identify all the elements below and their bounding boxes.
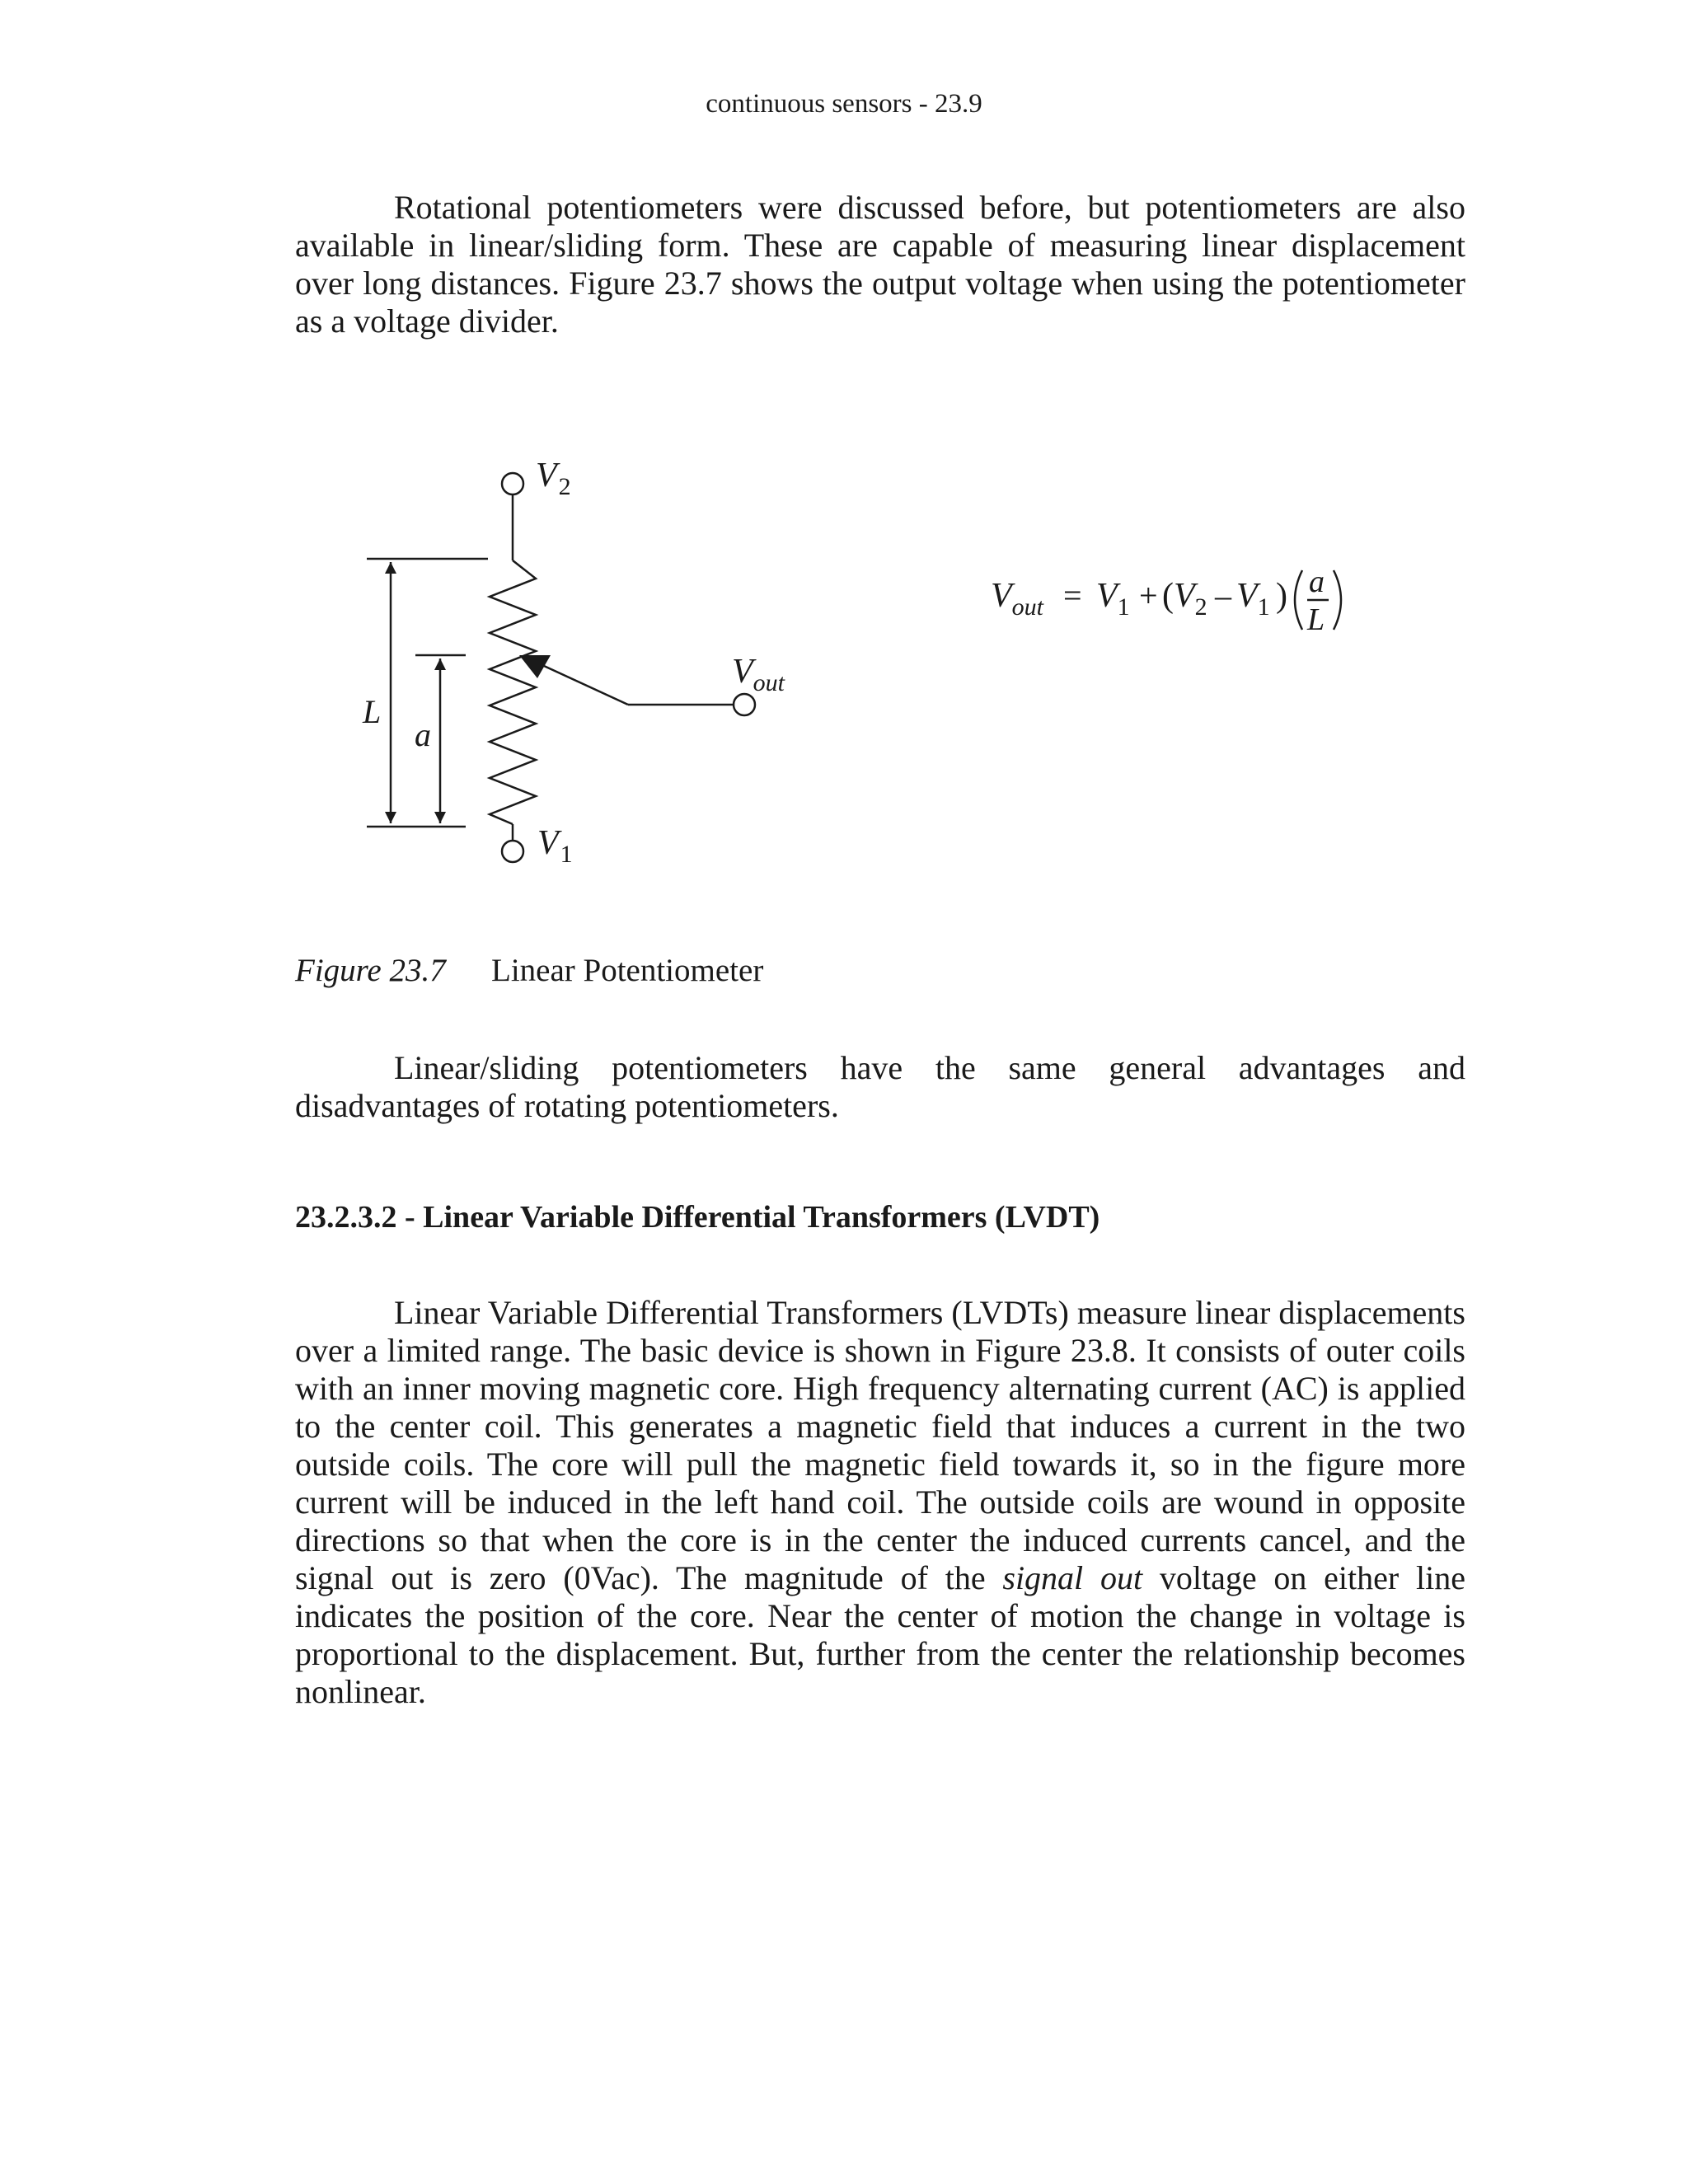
wiper-line <box>544 666 628 705</box>
after-figure-paragraph <box>295 1049 1465 1125</box>
signal-out-emphasis: signal out <box>1002 1559 1143 1596</box>
v1-terminal <box>502 841 523 862</box>
vout-terminal <box>734 694 755 715</box>
eq-term-v1: $V_1$ <box>1096 577 1130 621</box>
fraction-denominator: L <box>1307 602 1325 637</box>
figure-title: Linear Potentiometer <box>491 953 764 988</box>
eq-term-v1b: $V_1$ <box>1236 577 1270 621</box>
after-figure-paragraph-text: Linear/sliding potentiometers have the same general advantages and disadvantages of rotating potentiometers. <box>295 1049 1465 1124</box>
lvdt-text-before: Linear Variable Differential Transformers (LVDTs) measure linear displacements over a limited range. The basic device is shown in Figure 23.8. It consists of outer coils with an inner moving magnetic core. High frequency alternating current (AC) is applied to the center coil. This generates a magnetic field that induces a current in the two outside coils. The core will pull the magnetic field towards it, so in the figure more current will be induced in the left hand coil. The outside coils are wound in opposite directions so that when the core is in the center the induced currents cancel, and the signal out is zero (0Vac). The magnitude of the <box>295 1294 1465 1596</box>
v1-label: $V_1$ <box>537 824 573 868</box>
eq-minus: – <box>1215 577 1231 614</box>
vout-label: $V_{out}$ <box>732 653 785 696</box>
a-label: a <box>415 716 431 753</box>
resistor-zigzag <box>490 560 536 824</box>
linear-potentiometer-diagram <box>0 0 1688 948</box>
page-header: continuous sensors - 23.9 <box>706 89 982 119</box>
fraction-numerator: a <box>1309 565 1325 599</box>
eq-equals: = <box>1063 577 1082 614</box>
lvdt-paragraph <box>295 1294 1465 1711</box>
eq-open-paren: ( <box>1162 577 1174 615</box>
figure-number: Figure 23.7 <box>295 953 446 988</box>
eq-lhs: $V_{out}$ <box>991 577 1043 621</box>
lvdt-text-after: voltage on either line indicates the position of the core. Near the center of motion the change in voltage is proportional to the displacement. But, further from the center the relationship becomes nonlinear. <box>295 1559 1465 1710</box>
fraction-right-paren <box>1334 570 1341 630</box>
eq-plus: + <box>1139 577 1158 614</box>
eq-close-paren: ) <box>1276 577 1287 615</box>
eq-term-v2: $V_2$ <box>1174 577 1207 621</box>
output-voltage-equation <box>991 565 1341 637</box>
figure-caption <box>295 952 763 989</box>
fraction-left-paren <box>1295 570 1302 630</box>
L-label: L <box>363 693 382 730</box>
section-heading: 23.2.3.2 - Linear Variable Differential Transformers (LVDT) <box>295 1200 1100 1235</box>
intro-paragraph-text: Rotational potentiometers were discussed before, but potentiometers are also available in linear/sliding form. These are capable of measuring linear displacement over long distances. Figure 23.7 shows the output voltage when using the potentiometer as a voltage divider. <box>295 189 1465 340</box>
v2-label: $V_2$ <box>536 457 571 500</box>
v2-terminal <box>502 473 523 494</box>
